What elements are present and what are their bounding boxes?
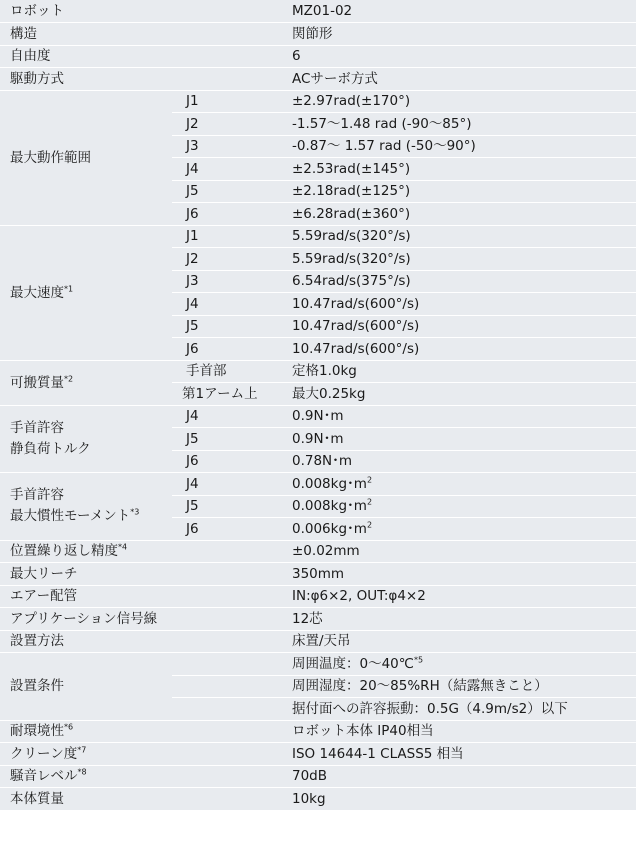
axis-value: -1.57～1.48 rad (-90～85°)	[284, 113, 636, 136]
footnote-marker: *2	[64, 374, 74, 383]
condition-temp: 周囲温度：0～40℃$^{*5}$	[284, 653, 636, 676]
row-value: 12芯	[284, 608, 636, 631]
row-label: エアー配管	[0, 585, 172, 608]
row-structure	[0, 23, 636, 46]
axis-label: J5	[172, 428, 284, 451]
axis-value: 0.008kg･$m^2$	[284, 473, 636, 496]
axis-label: J5	[172, 315, 284, 338]
row-label: 手首許容 静負荷トルク	[0, 405, 172, 473]
row-value: 350mm	[284, 563, 636, 586]
axis-label: J2	[172, 248, 284, 271]
condition-humidity: 周囲湿度：20～85%RH（結露無きこと）	[284, 675, 636, 698]
row-label: 可搬質量$^{*2}$	[0, 360, 172, 405]
row-dof	[0, 45, 636, 68]
axis-label: J6	[172, 518, 284, 541]
axis-value: 10.47rad/s(600°/s)	[284, 315, 636, 338]
axis-value: 0.008kg･$m^2$	[284, 495, 636, 518]
axis-value: 0.006kg･$m^2$	[284, 518, 636, 541]
axis-label: J6	[172, 338, 284, 361]
row-label: 位置繰り返し精度$^{*4}$	[0, 540, 172, 563]
row-label: アプリケーション信号線	[0, 608, 172, 631]
axis-label: J3	[172, 135, 284, 158]
axis-value: 5.59rad/s(320°/s)	[284, 248, 636, 271]
axis-label: J1	[172, 225, 284, 248]
row-value: 10kg	[284, 788, 636, 811]
sub-value: 最大0.25kg	[284, 383, 636, 406]
row-label: 手首許容 最大慣性モーメント$^{*3}$	[0, 473, 172, 541]
axis-label: J4	[172, 158, 284, 181]
row-max-speed	[0, 225, 636, 248]
footnote-marker: *7	[77, 745, 87, 755]
footnote-marker: *4	[118, 542, 128, 552]
sub-value: 定格1.0kg	[284, 360, 636, 383]
row-label: 最大動作範囲	[0, 90, 172, 225]
row-mass	[0, 788, 636, 811]
row-robot	[0, 0, 636, 23]
row-label: 本体質量	[0, 788, 172, 811]
row-value: ロボット本体 IP40相当	[284, 720, 636, 743]
condition-vibration: 据付面への許容振動：0.5G（4.9m/s2）以下	[284, 698, 636, 721]
axis-label: J5	[172, 180, 284, 203]
footnote-marker: *1	[64, 284, 74, 293]
row-motion-range	[0, 90, 636, 113]
row-label: クリーン度$^{*7}$	[0, 743, 172, 766]
row-value: MZ01-02	[284, 0, 636, 23]
axis-label: J1	[172, 90, 284, 113]
axis-value: 6.54rad/s(375°/s)	[284, 270, 636, 293]
row-label: 自由度	[0, 45, 172, 68]
row-label: 構造	[0, 23, 172, 46]
axis-value: ±2.18rad(±125°)	[284, 180, 636, 203]
row-label: 騒音レベル$^{*8}$	[0, 765, 172, 788]
footnote-marker: *5	[413, 655, 424, 665]
sub-label: 手首部	[172, 360, 284, 383]
axis-value: -0.87～ 1.57 rad (-50～90°)	[284, 135, 636, 158]
row-label: ロボット	[0, 0, 172, 23]
axis-value: 5.59rad/s(320°/s)	[284, 225, 636, 248]
footnote-marker: *6	[64, 722, 74, 732]
row-drive	[0, 68, 636, 91]
axis-value: 0.9N･m	[284, 405, 636, 428]
row-install-conditions	[0, 653, 636, 676]
axis-label: J2	[172, 113, 284, 136]
row-value: ±0.02mm	[284, 540, 636, 563]
axis-value: ±2.97rad(±170°)	[284, 90, 636, 113]
axis-value: 0.78N･m	[284, 450, 636, 473]
row-repeatability	[0, 540, 636, 563]
row-value: 6	[284, 45, 636, 68]
row-noise	[0, 765, 636, 788]
axis-label: J4	[172, 293, 284, 316]
row-value: 関節形	[284, 23, 636, 46]
row-value: IN:φ6×2, OUT:φ4×2	[284, 585, 636, 608]
row-environment	[0, 720, 636, 743]
row-value: 床置/天吊	[284, 630, 636, 653]
axis-label: J4	[172, 473, 284, 496]
row-label: 最大リーチ	[0, 563, 172, 586]
row-value: ISO 14644-1 CLASS5 相当	[284, 743, 636, 766]
axis-value: 10.47rad/s(600°/s)	[284, 293, 636, 316]
row-label: 耐環境性$^{*6}$	[0, 720, 172, 743]
row-wrist-torque	[0, 405, 636, 428]
axis-label: J5	[172, 495, 284, 518]
row-payload	[0, 360, 636, 383]
axis-value: ±2.53rad(±145°)	[284, 158, 636, 181]
row-cleanliness	[0, 743, 636, 766]
row-label: 設置条件	[0, 653, 172, 721]
row-app-signal	[0, 608, 636, 631]
row-install-method	[0, 630, 636, 653]
axis-label: J4	[172, 405, 284, 428]
row-label: 設置方法	[0, 630, 172, 653]
row-air-piping	[0, 585, 636, 608]
row-max-reach	[0, 563, 636, 586]
row-label: 最大速度$^{*1}$	[0, 225, 172, 360]
axis-value: 10.47rad/s(600°/s)	[284, 338, 636, 361]
footnote-marker: *8	[77, 767, 87, 777]
axis-value: 0.9N･m	[284, 428, 636, 451]
sub-label: 第1アーム上	[172, 383, 284, 406]
axis-label: J6	[172, 450, 284, 473]
row-label: 駆動方式	[0, 68, 172, 91]
axis-label: J3	[172, 270, 284, 293]
footnote-marker: *3	[130, 507, 140, 517]
axis-value: ±6.28rad(±360°)	[284, 203, 636, 226]
row-wrist-inertia	[0, 473, 636, 496]
row-value: 70dB	[284, 765, 636, 788]
row-value: ACサーボ方式	[284, 68, 636, 91]
axis-label: J6	[172, 203, 284, 226]
